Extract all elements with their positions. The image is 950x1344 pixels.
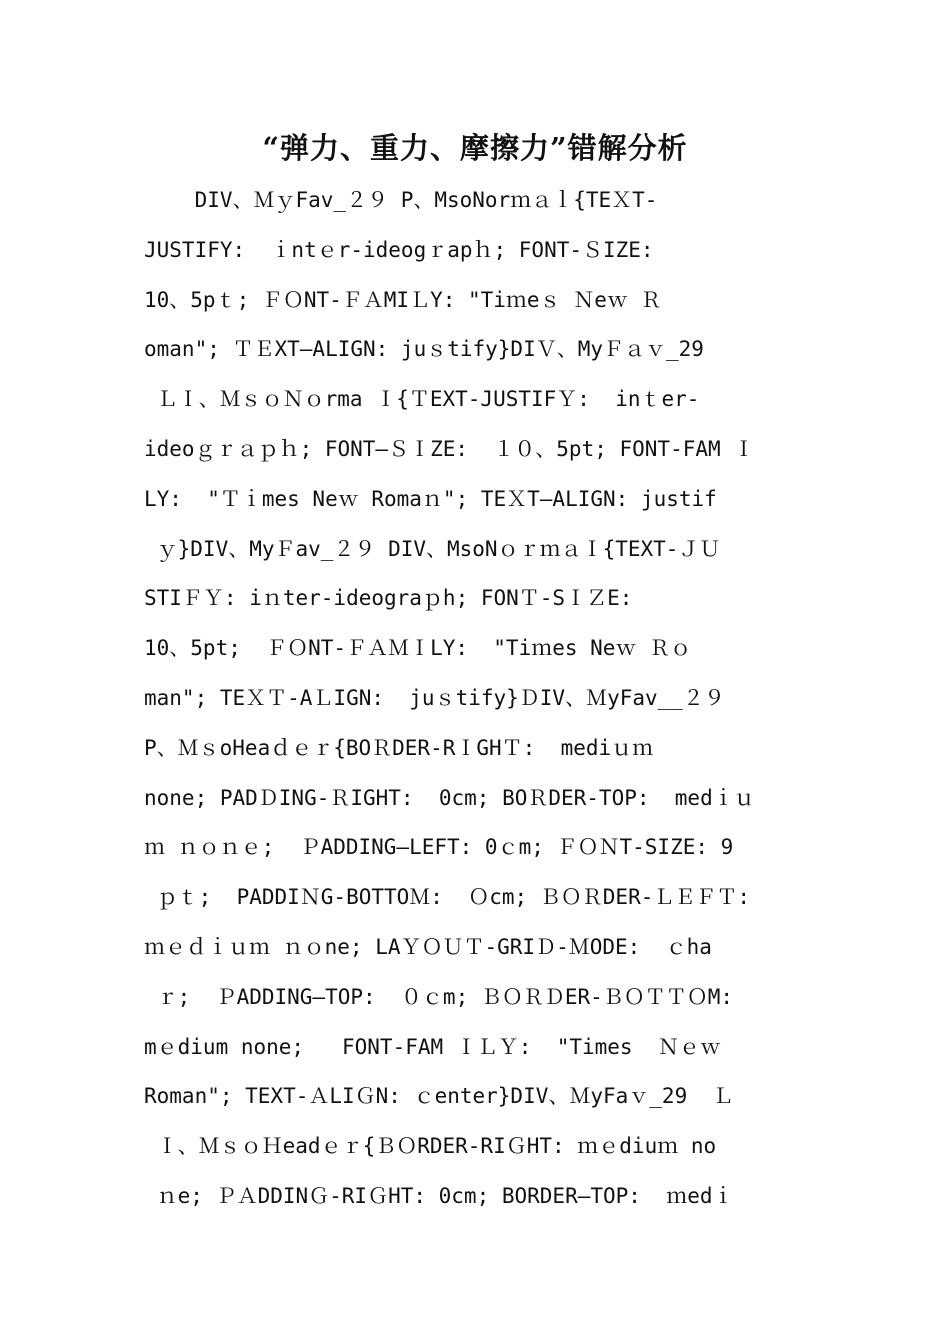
body-line: Ｉ、ＭｓｏＨeadｅｒ{ＢＯRDER-RIＧHT: ｍｅdiuｍ no xyxy=(144,1134,717,1159)
body-line: mｅdium none; FONT-FAM ＩＬＹ: "Times Ｎｅｗ xyxy=(144,1034,721,1059)
document-title: “弹力、重力、摩擦力”错解分析 xyxy=(262,131,688,165)
body-line: DIV、ＭｙFav_２９ P、MsoNorｍａｌ{TEＸT- xyxy=(144,188,658,212)
body-line: ＬＩ、ＭｓｏＮｏrma Ｉ{ＴEXT-JUSTIFＹ: inｔer- xyxy=(144,387,700,412)
document-body xyxy=(144,180,814,1226)
body-line: man"; TEＸＴ-AＬIGN: juｓtify}ＤIV、ＭyFav__２９ xyxy=(144,685,725,710)
body-line: Roman"; TEXT-ＡLIＧN: ｃenter}DIV、ＭyFaｖ_29 Ｌ xyxy=(144,1084,734,1109)
body-line: STIＦＹ: iｎter-ideograｐh; FONＴ-SＩＺE: xyxy=(144,586,633,611)
body-line: ideoｇｒａｐｈ; FONT—ＳＩZE: １０、5pt; FONT-FAM Ｉ xyxy=(144,436,755,461)
body-line: ｎe; ＰＡDDINＧ-RIＧHT: 0cm; BORDER—TOP: ｍedｉ xyxy=(144,1183,734,1208)
body-line: ｒ; ＰADDING—TOP: ０ｃm; ＢＯＲＤER-ＢＯＴＴＯM: xyxy=(144,984,734,1009)
body-line: oman"; ＴＥXT—ALIGN: juｓtify}DIＶ、MyＦａｖ_29 xyxy=(144,337,704,362)
body-line: none; PADＤING-ＲIGHT: 0cm; BOＲDER-TOP: medｉｕ xyxy=(144,785,755,810)
body-line: LY: "Ｔｉmes Neｗ Romaｎ"; TEＸT—ALIGN: justif xyxy=(144,486,717,511)
body-line: ｍ ｎｏｎｅ; ＰADDING—LEFT: 0ｃm; ＦＯＮT-SIZE: 9 xyxy=(144,835,734,860)
body-line: ｍｅｄｉｕｍ ｎｏne; LAＹＯＵＴ-GRIＤ-ＭODE: ｃha xyxy=(144,934,712,959)
body-line: ｙ}DIV、MyＦav_２９ DIV、MsoNｏｒｍａＩ{TEXT-ＪＵ xyxy=(144,536,721,561)
body-line: 10、5pｔ; ＦＯNT-ＦＡMIＬY: "Tiｍeｓ Ｎeｗ Ｒ xyxy=(144,287,662,312)
body-line: JUSTIFY: ｉntｅr-ideogｒapｈ; FONT-ＳIZE: xyxy=(144,237,654,262)
body-line: 10、5pt; ＦＯNT-ＦＡＭＩLY: "Tiｍes Neｗ Ｒｏ xyxy=(144,636,692,661)
body-line: ｐｔ; PADDIＮG-BOTTOＭ: Ｏcm; ＢＯＲDER-ＬＥＦＴ: xyxy=(144,885,751,910)
body-line: P、ＭｓoHeaｄｅｒ{BOＲDER-RＩGHＴ: mediｕｍ xyxy=(144,735,654,760)
